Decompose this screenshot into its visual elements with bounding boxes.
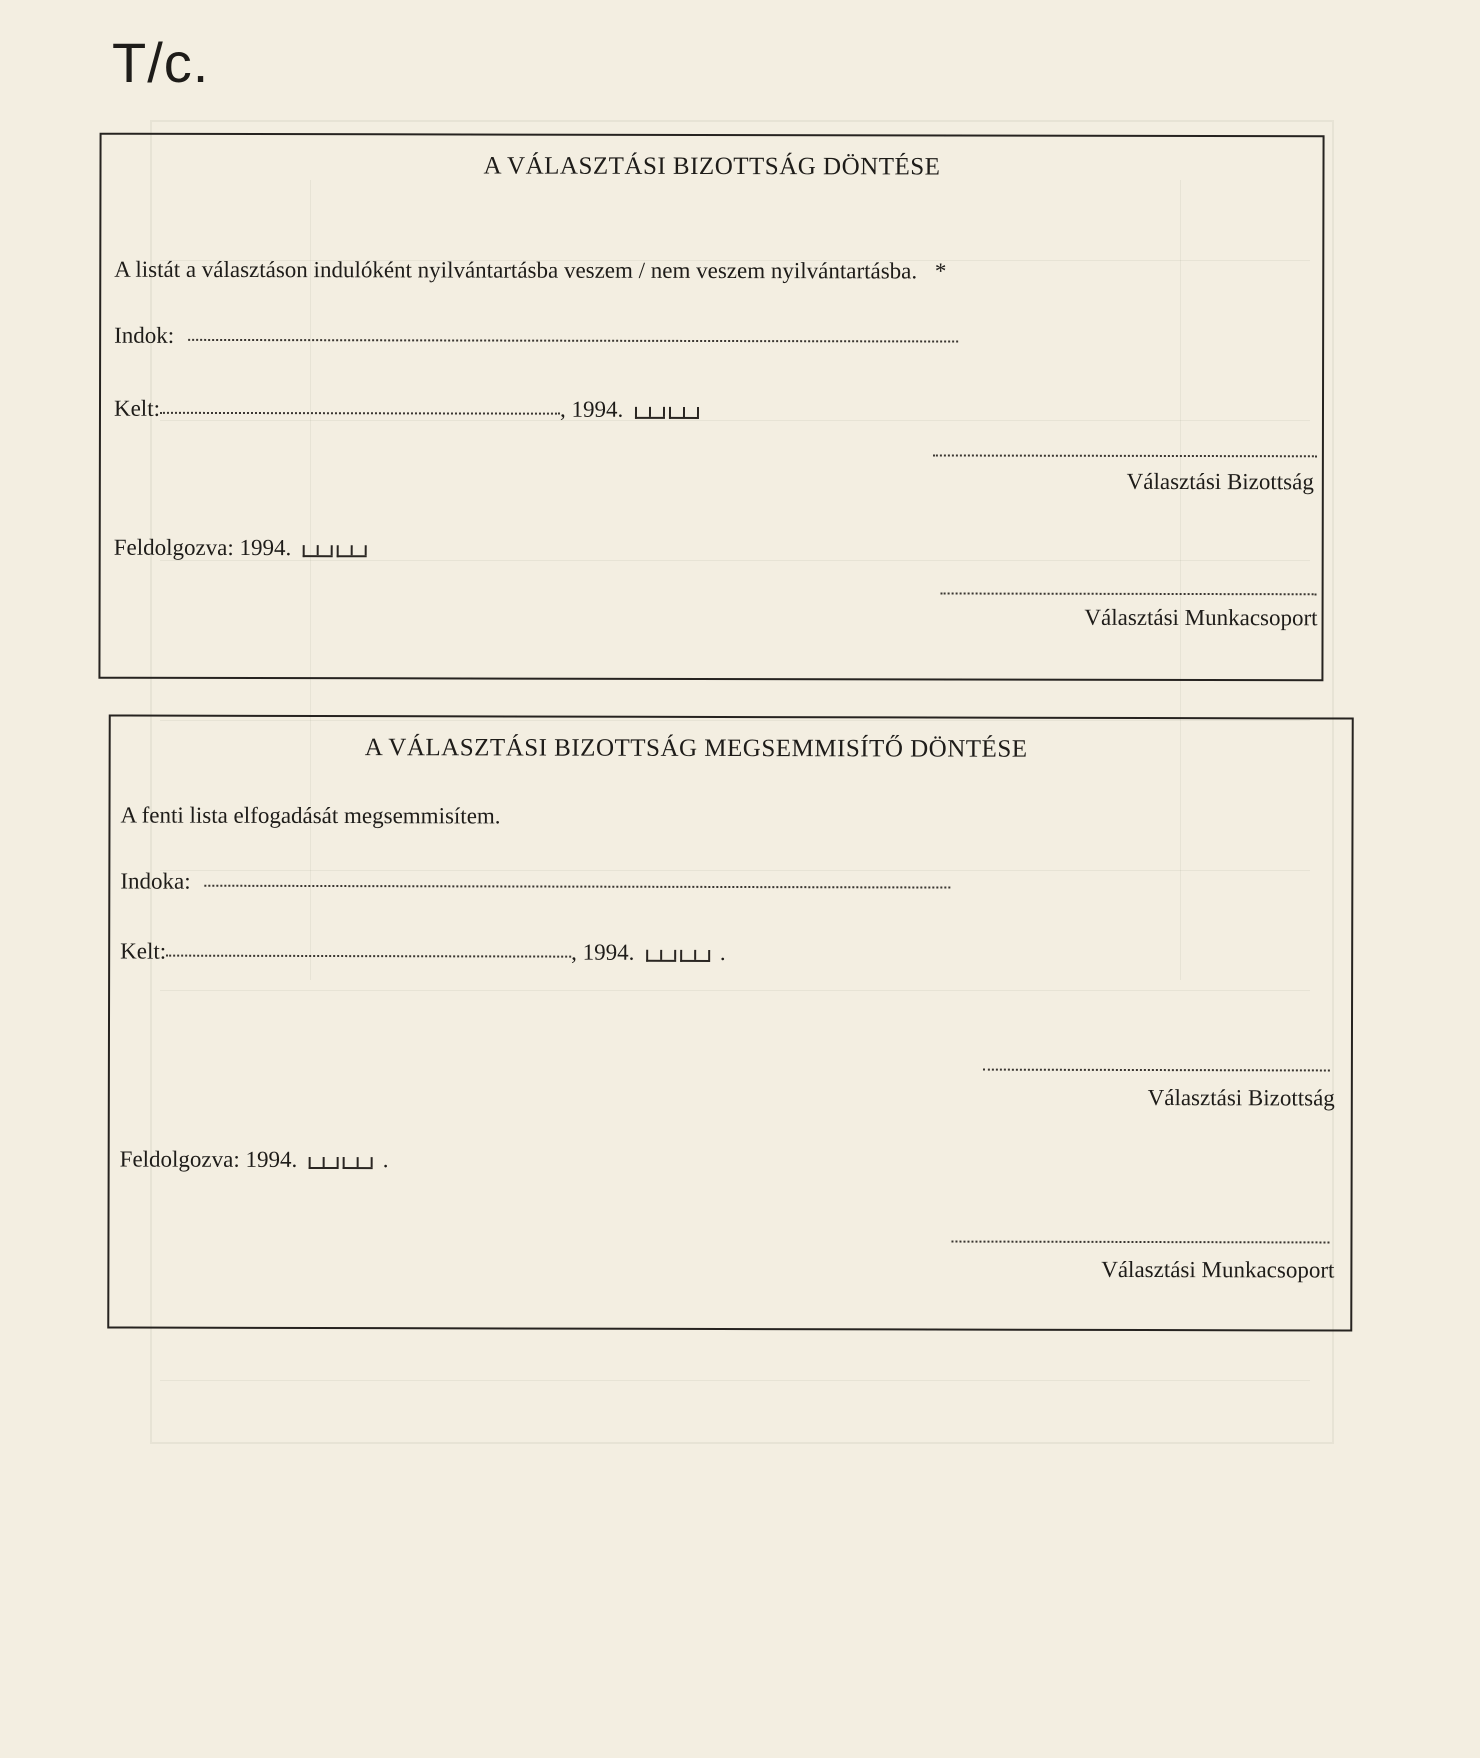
annulment-reason-label: Indoka: xyxy=(120,868,191,894)
date-end-dot: . xyxy=(719,939,726,965)
annulment-date-boxes[interactable] xyxy=(646,948,714,962)
annulment-date-label: Kelt: xyxy=(120,938,167,964)
day-boxes[interactable] xyxy=(669,407,699,419)
decision-title: A VÁLASZTÁSI BIZOTTSÁG DÖNTÉSE xyxy=(483,152,941,181)
decision-statement xyxy=(114,257,946,285)
reason-field[interactable] xyxy=(188,339,958,343)
annulment-title: A VÁLASZTÁSI BIZOTTSÁG MEGSEMMISÍTŐ DÖNTÉSE xyxy=(364,734,1028,763)
annulment-processed-day-boxes[interactable] xyxy=(343,1157,373,1169)
annulment-processed-label: Feldolgozva: 1994. xyxy=(119,1146,298,1172)
processed-row xyxy=(114,535,371,562)
committee-signature-label: Választási Bizottság xyxy=(1126,468,1314,495)
date-row xyxy=(114,396,703,423)
annulment-year-label: , 1994. xyxy=(571,939,635,965)
form-code: T/c. xyxy=(112,31,210,94)
annulment-date-row xyxy=(120,939,726,966)
year-label: , 1994. xyxy=(559,396,624,422)
processed-date-boxes[interactable] xyxy=(303,543,371,557)
committee-signature-line[interactable] xyxy=(933,454,1317,457)
annulment-month-boxes[interactable] xyxy=(646,950,676,962)
reason-label: Indok: xyxy=(114,322,175,348)
processed-end-dot: . xyxy=(382,1147,389,1173)
annulment-committee-signature-label: Választási Bizottság xyxy=(1147,1085,1335,1111)
annulment-statement: A fenti lista elfogadását megsemmisítem. xyxy=(120,802,501,829)
annulment-processed-date-boxes[interactable] xyxy=(309,1155,377,1169)
annulment-reason-field[interactable] xyxy=(204,885,950,889)
place-field[interactable] xyxy=(160,412,560,415)
annulment-reason-row xyxy=(120,869,950,897)
annulment-processed-month-boxes[interactable] xyxy=(309,1157,339,1169)
annulment-workgroup-signature-label: Választási Munkacsoport xyxy=(1101,1256,1335,1283)
processed-day-boxes[interactable] xyxy=(337,545,367,557)
decision-statement-text: A listát a választáson indulóként nyilvántartásba veszem / nem veszem nyilvántartásba. xyxy=(114,256,918,284)
processed-label: Feldolgozva: 1994. xyxy=(113,534,292,561)
annulment-day-boxes[interactable] xyxy=(680,950,710,962)
annulment-committee-signature-line[interactable] xyxy=(983,1069,1330,1072)
workgroup-signature-label: Választási Munkacsoport xyxy=(1084,604,1318,631)
reason-row xyxy=(114,323,958,351)
date-label: Kelt: xyxy=(113,395,161,421)
month-boxes[interactable] xyxy=(635,407,665,419)
processed-month-boxes[interactable] xyxy=(303,545,333,557)
asterisk-mark: * xyxy=(934,258,947,284)
annulment-place-field[interactable] xyxy=(166,955,571,958)
annulment-workgroup-signature-line[interactable] xyxy=(951,1241,1329,1244)
date-boxes[interactable] xyxy=(635,405,703,419)
workgroup-signature-line[interactable] xyxy=(941,592,1317,595)
decision-section xyxy=(98,133,1324,682)
annulment-section xyxy=(107,714,1353,1331)
annulment-processed-row xyxy=(120,1147,389,1174)
reverse-side-line xyxy=(160,1380,1310,1381)
